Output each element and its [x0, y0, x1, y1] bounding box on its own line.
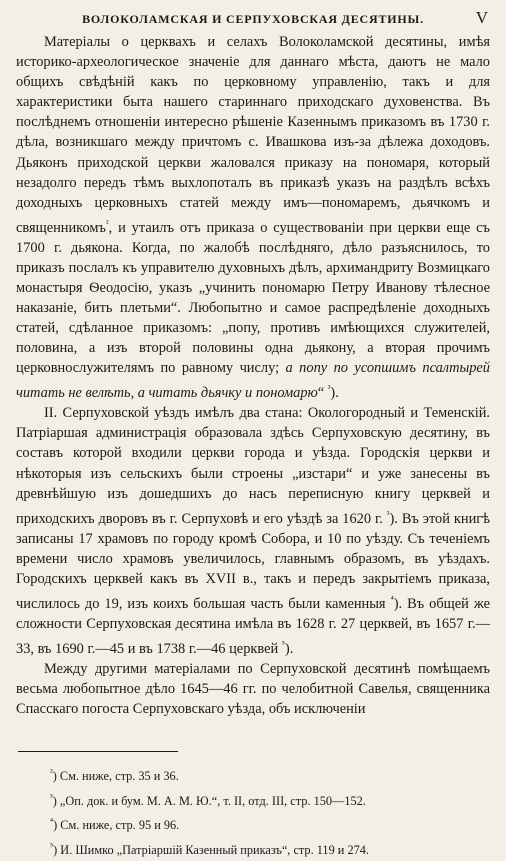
footnotes	[16, 762, 490, 861]
paragraph	[16, 403, 490, 659]
footnote-mark: ²	[50, 767, 53, 778]
text-run: ).	[284, 640, 294, 657]
text-run: ).	[330, 385, 339, 402]
footnote-rule	[18, 751, 178, 752]
body-text	[16, 32, 490, 719]
footnote-text: ) См. ниже, стр. 35 и 36.	[52, 769, 179, 784]
footnote-text: ) И. Шимко „Патріаршій Казенный приказъ“, стр. 119 и 274.	[53, 843, 369, 858]
text-run: а попу по усопшимъ псалтырей читать не велѣть, а читать дьячку и пономарю	[16, 360, 490, 402]
footnote-marker: ³	[386, 508, 390, 519]
footnote-marker: ³	[327, 383, 331, 394]
text-run: ). Въ этой книгѣ записаны 17 храмовъ по городу кромѣ Собора, и 10 по уѣзду. Съ теченіемъ времени число храмовъ увеличилось, главнымъ образомъ, въ уѣздахъ. Городскихъ церквей какъ въ XVII в., такъ и передъ закрытіемъ приказа, числилось до 19, изъ коихъ большая часть были каменныя	[16, 510, 490, 612]
footnote-marker: ²	[105, 217, 109, 228]
footnote	[50, 836, 490, 861]
footnote	[50, 762, 490, 787]
text-run: Между другими матеріалами по Серпуховской десятинѣ помѣщаемъ весьма любопытное дѣло 1645—46 гг. по челобитной Савелья, священника Спасскаго погоста Серпуховскаго уѣзда, объ исключеніи	[16, 660, 490, 717]
footnote-text: ) См. ниже, стр. 95 и 96.	[53, 818, 180, 833]
text-run: Матеріалы о церквахъ и селахъ Волоколамской десятины, имѣя историко-археологическое значеніе для даннаго мѣста, даютъ не мало общихъ свѣдѣній какъ по церковному управленію, такъ и для характеристики быта нашего стариннаго приходскаго духовенства. Въ послѣднемъ отношеніи интересно рѣшеніе Казеннымъ приказомъ въ 1730 г. дѣла, возникшаго между причтомъ с. Ивашкова изъ-за дѣлежа доходовъ. Дьяконъ приходской церкви жаловался приказу на пономаря, который незадолго передъ тѣмъ выхлопоталъ въ приказѣ указъ на раздѣлъ всѣхъ доходныхъ церковныхъ статей между имъ—пономаремъ, дьячкомъ и священникомъ	[16, 34, 490, 236]
running-head: ВОЛОКОЛАМСКАЯ И СЕРПУХОВСКАЯ ДЕСЯТИНЫ.	[82, 12, 424, 26]
footnote-marker: ⁵	[281, 638, 285, 649]
text-run: “	[317, 385, 328, 402]
paragraph	[16, 32, 490, 403]
footnote	[50, 811, 490, 836]
page-number: V	[475, 8, 488, 27]
footnote-marker: ⁴	[390, 593, 394, 604]
paragraph	[16, 659, 490, 719]
footnote-mark: ³	[50, 791, 53, 802]
footnote	[50, 787, 490, 812]
text-run: II. Серпуховской уѣздъ имѣлъ два стана: Окологородный и Теменскій. Патріаршая администрація образовала здѣсь Серпуховскую десятину, въ составъ которой входили церкви города и уѣзда. Городскія церкви и нѣкоторыя изъ сельскихъ были строены „изстари“ и уже занесены въ древнѣйшую изъ дошедшихъ до насъ переписную книгу церквей и приходскихъ дворовъ въ г. Серпуховѣ и его уѣздѣ за 1620 г.	[16, 405, 490, 527]
footnote-text: ) „Оп. док. и бум. М. А. М. Ю.“, т. II, отд. III, стр. 150—152.	[52, 793, 366, 808]
text-run: , и утаилъ отъ приказа о существованіи при церкви еще съ 1700 г. дьякона. Когда, по жалобѣ послѣдняго, дѣло разъяснилось, то приказъ послалъ къ управителю духовныхъ дѣлъ, архимандриту Возмицкаго монастыря Ѳеодосію, указъ „учинить пономарю Петру Иванову тѣлесное наказаніе, бить плетьми“. Любопытно и самое распредѣленіе доходныхъ статей, сдѣланное приказомъ: „попу, противъ имѣющихся служителей, половина, а изъ второй половины одна дьякону, а вторая прочимъ церковнослужителямъ по равному числу;	[16, 219, 490, 377]
footnote-mark: ⁴	[50, 816, 54, 827]
footnote-mark: ⁵	[50, 841, 54, 852]
text-run: ). Въ общей же сложности Серпуховская десятина имѣла въ 1628 г. 27 церквей, въ 1657 г.—33, въ 1690 г.—45 и въ 1738 г.—46 церквей	[16, 595, 490, 657]
page-header	[16, 10, 490, 32]
